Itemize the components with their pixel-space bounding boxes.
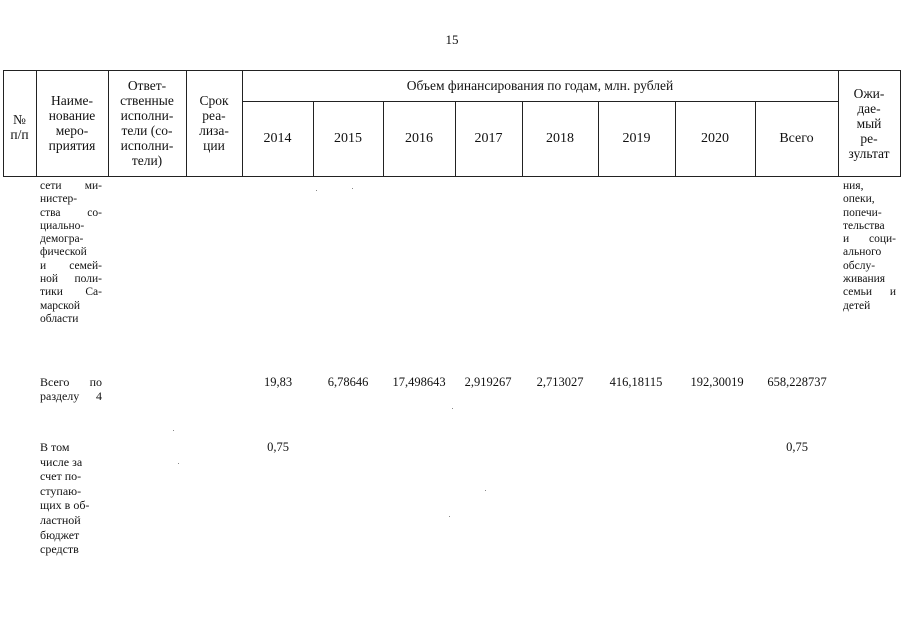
header-funding: Объем финансирования по годам, млн. рублей (406, 78, 674, 93)
header-year-2017: 2017 (474, 131, 503, 146)
header-year-2020: 2020 (701, 131, 729, 146)
scan-speck (352, 188, 353, 189)
header-result: Ожи- дае- мый ре- зультат (848, 85, 890, 161)
header-year-2016: 2016 (405, 131, 433, 146)
total-2015: 6,78646 (327, 375, 369, 389)
vline (900, 70, 901, 177)
header-term: Срок реа- лиза- ции (199, 93, 229, 153)
including-all: 0,75 (786, 440, 808, 454)
including-2014: 0,75 (267, 440, 289, 454)
continued-expected-result: ния, опеки, попечи- тельства и соци- ального обслу- живания семьи и детей (843, 180, 896, 312)
total-2014: 19,83 (263, 375, 293, 389)
scan-speck (316, 190, 317, 191)
header-bottom-line (3, 176, 901, 177)
header-responsible: Ответ- ственные исполни- тели (со- исполни- тели) (120, 78, 174, 168)
scan-speck (449, 516, 450, 517)
total-2019: 416,18115 (609, 375, 663, 389)
header-num: № п/п (10, 112, 29, 142)
table-header (0, 70, 905, 180)
header-year-2014: 2014 (263, 131, 292, 146)
including-row-label: В том числе за счет по- ступаю- щих в об- ластной бюджет средств (40, 440, 90, 557)
total-row-label: Всего по разделу 4 (40, 375, 102, 403)
header-year-2018: 2018 (546, 131, 574, 146)
header-year-2019: 2019 (622, 131, 651, 146)
header-total: Всего (779, 131, 814, 146)
total-2016: 17,498643 (392, 375, 446, 389)
total-2018: 2,713027 (536, 375, 584, 389)
scan-speck (452, 408, 453, 409)
header-year-2015: 2015 (334, 131, 362, 146)
scan-speck (173, 430, 174, 431)
page-number: 15 (445, 32, 459, 47)
total-2017: 2,919267 (464, 375, 512, 389)
scan-speck (485, 490, 486, 491)
total-2020: 192,30019 (690, 375, 744, 389)
total-all: 658,228737 (767, 375, 827, 389)
scan-speck (178, 463, 179, 464)
continued-event-name: сети ми- нистер- ства со- циально- демогра- фической и семей- ной поли- тики Са- марской области (40, 180, 102, 325)
header-name: Наиме- нование меро- приятия (48, 93, 96, 153)
